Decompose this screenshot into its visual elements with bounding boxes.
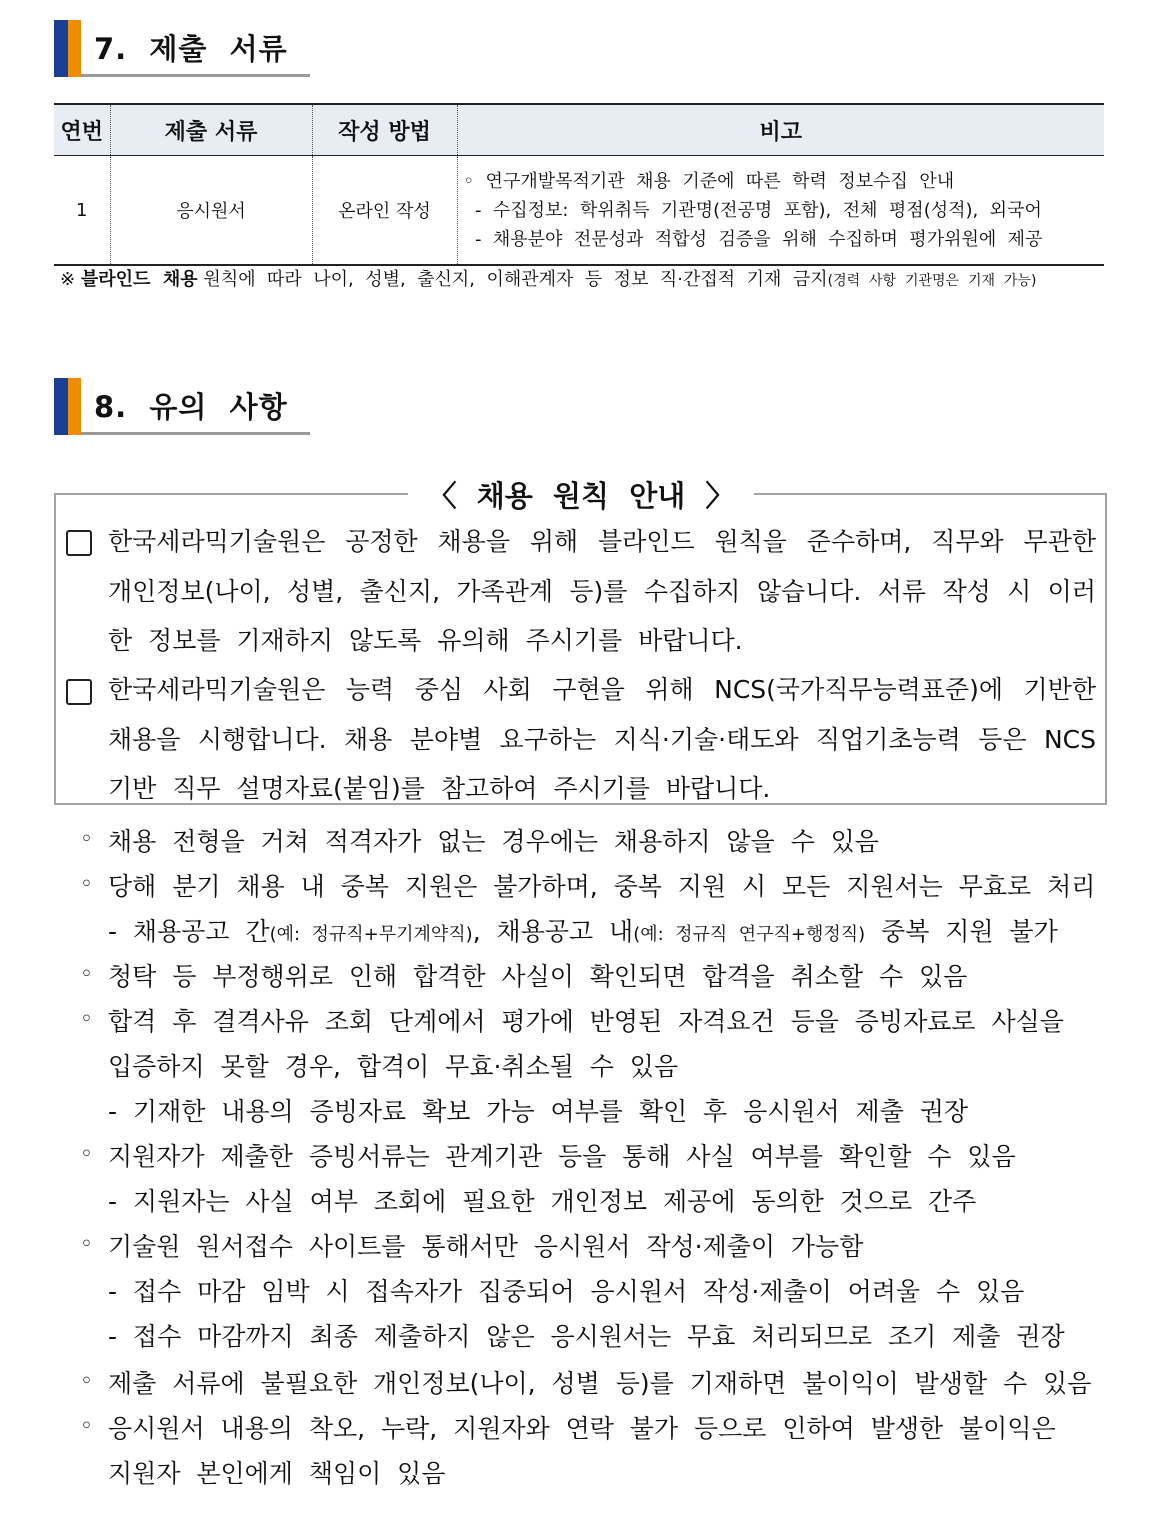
checkbox-icon	[66, 530, 92, 556]
bullet-icon: ◦	[80, 1142, 93, 1167]
note-bold: 블라인드 채용	[80, 269, 198, 290]
heading-bar-blue	[54, 20, 68, 77]
blind-hiring-note	[60, 265, 1036, 291]
section-7-heading	[54, 20, 310, 77]
section-7-title: 7. 제출 서류	[94, 32, 288, 66]
section-8-title: 8. 유의 사항	[94, 390, 288, 424]
list-item: 청탁 등 부정행위로 인해 합격한 사실이 확인되면 합격을 취소할 수 있음	[108, 962, 968, 991]
hiring-principles-box	[54, 479, 1112, 805]
subitem-text: - 채용공고 간	[108, 917, 270, 946]
list-item: 채용 전형을 거쳐 적격자가 없는 경우에는 채용하지 않을 수 있음	[108, 827, 879, 856]
note-text: 원칙에 따라 나이, 성별, 출신지, 이해관계자 등 정보 직·간접적 기재 금지	[197, 269, 828, 290]
bullet-icon: ◦	[80, 1414, 93, 1439]
list-item: 합격 후 결격사유 조회 단계에서 평가에 반영된 자격요건 등을 증빙자료로 사실을	[108, 1007, 1064, 1036]
principle-paragraph: 한국세라믹기술원은 능력 중심 사회 구현을 위해 NCS(국가직무능력표준)에 기반한 채용을 시행합니다. 채용 분야별 요구하는 지식·기술·태도와 직업기초능력 등은 NCS 기반 직무 설명자료(붙임)를 참고하여 주시기를 바랍니다.	[108, 675, 1112, 803]
list-item: 당해 분기 채용 내 중복 지원은 불가하며, 중복 지원 시 모든 지원서는 무효로 처리	[108, 872, 1096, 901]
subitem-text: 중복 지원 불가	[865, 917, 1058, 946]
note-small: (경력 사항 기관명은 기재 가능)	[827, 273, 1037, 289]
remark-line: - 수집정보: 학위취득 기관명(전공명 포함), 전체 평점(성적), 외국어	[463, 199, 1042, 221]
bullet-icon: ◦	[80, 962, 93, 987]
table-row	[54, 156, 1104, 266]
cell-no: 1	[54, 156, 110, 266]
heading-bar-orange	[68, 20, 81, 77]
list-item-cont: 지원자 본인에게 책임이 있음	[108, 1459, 446, 1488]
list-item: 응시원서 내용의 착오, 누락, 지원자와 연락 불가 등으로 인하여 발생한 불이익은	[108, 1414, 1056, 1443]
box-title: 〈 채용 원칙 안내 〉	[408, 474, 754, 515]
col-header-method: 작성 방법	[312, 104, 457, 156]
bullet-icon: ◦	[80, 1369, 93, 1394]
heading-bar-blue	[54, 378, 68, 435]
bullet-icon: ◦	[80, 1232, 93, 1257]
col-header-no: 연번	[54, 104, 110, 156]
subitem-example: (예: 정규직 연구직+행정직)	[633, 924, 866, 945]
note-mark: ※	[60, 269, 76, 290]
bullet-icon: ◦	[80, 827, 93, 852]
subitem-text: , 채용공고 내	[472, 917, 634, 946]
list-subitem: - 접수 마감까지 최종 제출하지 않은 응시원서는 무효 처리되므로 조기 제출 권장	[108, 1322, 1065, 1351]
list-subitem: - 지원자는 사실 여부 조회에 필요한 개인정보 제공에 동의한 것으로 간주	[108, 1187, 977, 1216]
col-header-document: 제출 서류	[110, 104, 312, 156]
heading-underline	[81, 432, 310, 435]
list-item: 기술원 원서접수 사이트를 통해서만 응시원서 작성·제출이 가능함	[108, 1232, 864, 1261]
remark-line: - 채용분야 전문성과 적합성 검증을 위해 수집하며 평가위원에 제공	[463, 228, 1043, 250]
table-header-row	[54, 104, 1104, 156]
list-subitem: - 기재한 내용의 증빙자료 확보 가능 여부를 확인 후 응시원서 제출 권장	[108, 1097, 969, 1126]
principle-paragraph: 한국세라믹기술원은 공정한 채용을 위해 블라인드 원칙을 준수하며, 직무와 무관한 개인정보(나이, 성별, 출신지, 가족관계 등)를 수집하지 않습니다. 서류 작성 시 이러한 정보를 기재하지 않도록 유의해 주시기를 바랍니다.	[108, 527, 1112, 655]
col-header-remarks: 비고	[457, 104, 1104, 156]
submission-documents-table	[54, 103, 1104, 266]
cell-method: 온라인 작성	[312, 156, 457, 266]
cell-remarks	[457, 156, 1104, 266]
remark-line: ◦ 연구개발목적기관 채용 기준에 따른 학력 정보수집 안내	[463, 170, 955, 192]
section-8-heading	[54, 378, 310, 435]
list-item: 지원자가 제출한 증빙서류는 관계기관 등을 통해 사실 여부를 확인할 수 있음	[108, 1142, 1016, 1171]
heading-bar-orange	[68, 378, 81, 435]
subitem-example: (예: 정규직+무기계약직)	[269, 924, 473, 945]
list-subitem	[108, 912, 1058, 948]
list-subitem: - 접수 마감 임박 시 접속자가 집중되어 응시원서 작성·제출이 어려울 수 있음	[108, 1277, 1025, 1306]
cell-document: 응시원서	[110, 156, 312, 266]
bullet-icon: ◦	[80, 872, 93, 897]
checkbox-icon	[66, 679, 92, 705]
bullet-icon: ◦	[80, 1007, 93, 1032]
heading-underline	[81, 74, 310, 77]
list-item: 제출 서류에 불필요한 개인정보(나이, 성별 등)를 기재하면 불이익이 발생할 수 있음	[108, 1369, 1092, 1398]
list-item-cont: 입증하지 못할 경우, 합격이 무효·취소될 수 있음	[108, 1052, 679, 1081]
